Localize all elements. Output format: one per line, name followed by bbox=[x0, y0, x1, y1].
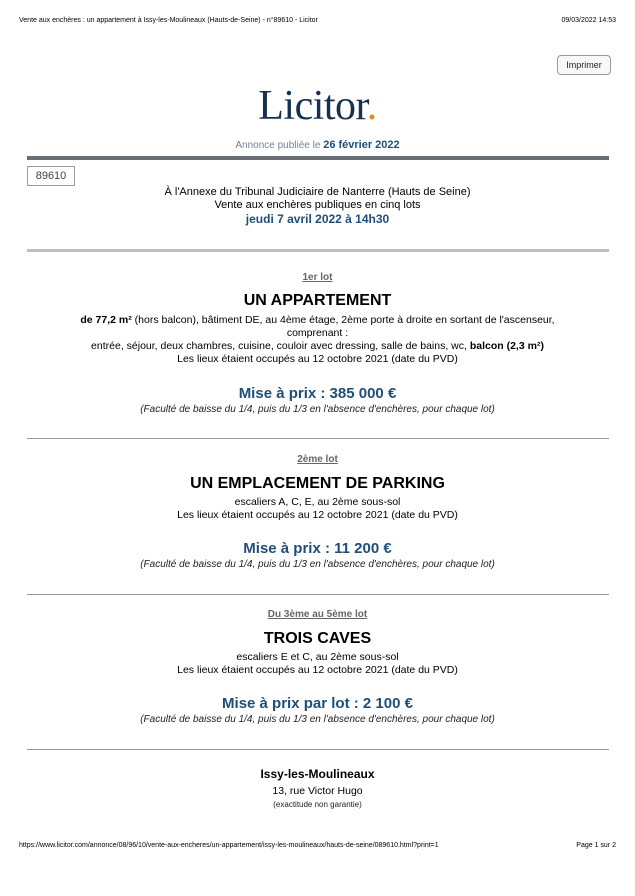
reference-number: 89610 bbox=[27, 166, 75, 186]
lot-1-title: UN APPARTEMENT bbox=[243, 292, 392, 309]
print-header-title: Vente aux enchères : un appartement à Issy-les-Moulineaux (Hauts-de-Seine) - n°89610 - Licitor bbox=[19, 17, 318, 24]
lot-3-occupancy: Les lieux étaient occupés au 12 octobre 2021 (date du PVD) bbox=[177, 664, 458, 676]
lot-1-description-line2: comprenant : bbox=[286, 327, 349, 339]
lot-2-title: UN EMPLACEMENT DE PARKING bbox=[190, 475, 445, 492]
sale-date: jeudi 7 avril 2022 à 14h30 bbox=[245, 212, 390, 226]
logo-dot: . bbox=[366, 83, 377, 129]
print-footer-page: Page 1 sur 2 bbox=[576, 842, 616, 849]
publication-line bbox=[0, 139, 635, 151]
location-city: Issy-les-Moulineaux bbox=[260, 767, 375, 781]
lot-1-price: Mise à prix : 385 000 € bbox=[238, 385, 397, 402]
sale-divider bbox=[27, 249, 609, 252]
lot-2-description: escaliers A, C, E, au 2ème sous-sol bbox=[234, 496, 401, 508]
lot-3-note: (Faculté de baisse du 1/4, puis du 1/3 en l'absence d'enchères, pour chaque lot) bbox=[140, 714, 495, 725]
lot-1-balcony: balcon (2,3 m²) bbox=[469, 340, 544, 352]
sale-court: À l'Annexe du Tribunal Judiciaire de Nanterre (Hauts de Seine) bbox=[164, 186, 471, 198]
lot-1-rooms: entrée, séjour, deux chambres, cuisine, couloir avec dressing, salle de bains, wc, bbox=[91, 340, 467, 352]
logo-text: Licitor bbox=[258, 83, 367, 129]
lots-divider bbox=[27, 749, 609, 750]
header-divider bbox=[27, 156, 609, 160]
lot-3-title: TROIS CAVES bbox=[263, 630, 372, 647]
lot-1-area: de 77,2 m² bbox=[80, 314, 132, 326]
print-footer-url: https://www.licitor.com/annonce/08/96/10/vente-aux-encheres/un-appartement/issy-les-moulineaux/hauts-de-seine/089610.html?print=1 bbox=[19, 842, 439, 849]
lot-1-occupancy: Les lieux étaient occupés au 12 octobre 2021 (date du PVD) bbox=[177, 353, 458, 365]
sale-type: Vente aux enchères publiques en cinq lots bbox=[214, 199, 421, 211]
publication-label: Annonce publiée le bbox=[235, 140, 321, 151]
lot-1-description-line1 bbox=[0, 314, 635, 327]
lot-3-description: escaliers E et C, au 2ème sous-sol bbox=[236, 651, 399, 663]
print-button[interactable]: Imprimer bbox=[557, 55, 611, 75]
lot-3-label: Du 3ème au 5ème lot bbox=[267, 609, 368, 620]
lot-1-description-line3 bbox=[0, 340, 635, 353]
lot-2-divider bbox=[27, 594, 609, 595]
lot-3-price: Mise à prix par lot : 2 100 € bbox=[222, 695, 413, 712]
lot-2-label: 2ème lot bbox=[297, 454, 338, 465]
licitor-logo bbox=[0, 82, 635, 130]
location-disclaimer: (exactitude non garantie) bbox=[273, 800, 362, 809]
lot-1-label: 1er lot bbox=[302, 272, 333, 283]
publication-date: 26 février 2022 bbox=[323, 139, 400, 151]
location-address: 13, rue Victor Hugo bbox=[272, 785, 363, 797]
print-header-datetime: 09/03/2022 14:53 bbox=[561, 17, 616, 24]
lot-1-note: (Faculté de baisse du 1/4, puis du 1/3 en l'absence d'enchères, pour chaque lot) bbox=[140, 404, 495, 415]
lot-2-price: Mise à prix : 11 200 € bbox=[243, 540, 392, 557]
lot-2-note: (Faculté de baisse du 1/4, puis du 1/3 en l'absence d'enchères, pour chaque lot) bbox=[140, 559, 495, 570]
lot-1-divider bbox=[27, 438, 609, 439]
lot-2-occupancy: Les lieux étaient occupés au 12 octobre 2021 (date du PVD) bbox=[177, 509, 458, 521]
lot-1-line1-rest: (hors balcon), bâtiment DE, au 4ème étage, 2ème porte à droite en sortant de l'ascenseur, bbox=[131, 314, 555, 326]
